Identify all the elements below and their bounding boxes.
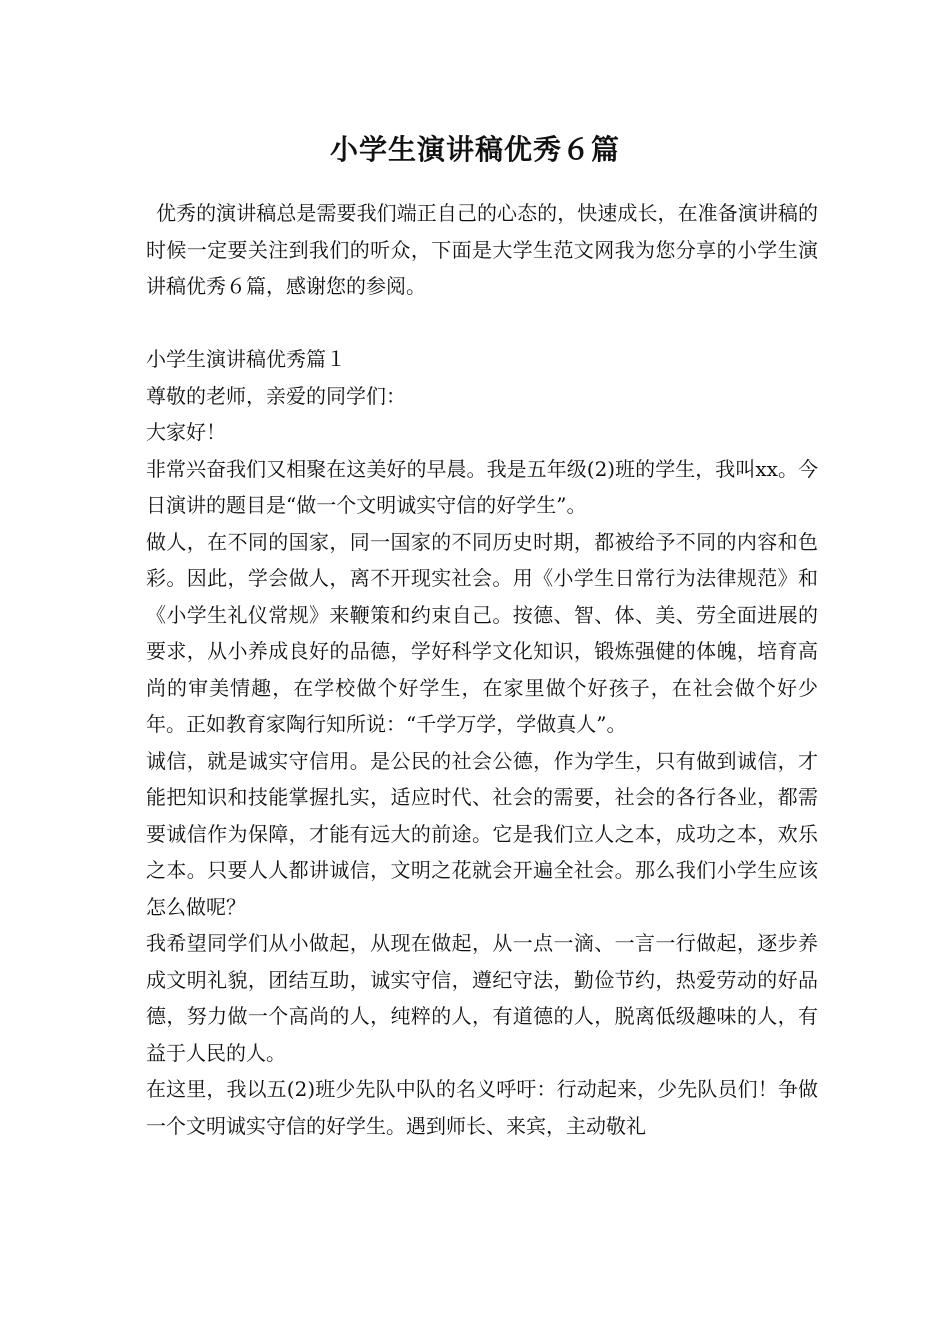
body-paragraph: 做人，在不同的国家，同一国家的不同历史时期，都被给予不同的内容和色彩。因此，学会做人，离不开现实社会。用《小学生日常行为法律规范》和《小学生礼仪常规》来鞭策和约束自己。按德、智、体、美、劳全面进展的要求，从小养成良好的品德，学好科学文化知识，锻炼强健的体魄，培育高尚的审美情趣，在学校做个好学生，在家里做个好孩子，在社会做个好少年。正如教育家陶行知所说：“千学万学，学做真人”。 [146,529,818,736]
body-paragraph: 诚信，就是诚实守信用。是公民的社会公德，作为学生，只有做到诚信，才能把知识和技能掌握扎实，适应时代、社会的需要，社会的各行各业，都需要诚信作为保障，才能有远大的前途。它是我们立人之本，成功之本，欢乐之本。只要人人都讲诚信，文明之花就会开遍全社会。那么我们小学生应该怎么做呢？ [146,748,818,919]
document-body [146,195,818,1144]
body-paragraph: 非常兴奋我们又相聚在这美好的早晨。我是五年级(2)班的学生，我叫xx。今日演讲的题目是“做一个文明诚实守信的好学生”。 [146,456,818,517]
document-title: 小学生演讲稿优秀６篇 [329,133,620,166]
body-paragraph: 在这里，我以五(2)班少先队中队的名义呼吁：行动起来，少先队员们！争做一个文明诚实守信的好学生。遇到师长、来宾，主动敬礼 [146,1077,818,1138]
body-paragraph: 我希望同学们从小做起，从现在做起，从一点一滴、一言一行做起，逐步养成文明礼貌，团结互助，诚实守信，遵纪守法，勤俭节约，热爱劳动的好品德，努力做一个高尚的人，纯粹的人，有道德的人，脱离低级趣味的人，有益于人民的人。 [146,931,818,1065]
paragraph-gap [146,305,818,342]
section-heading: 小学生演讲稿优秀篇１ [146,347,346,371]
intro-paragraph: 优秀的演讲稿总是需要我们端正自己的心态的，快速成长，在准备演讲稿的时候一定要关注到我们的听众，下面是大学生范文网我为您分享的小学生演讲稿优秀６篇，感谢您的参阅。 [146,201,818,298]
salutation: 尊敬的老师，亲爱的同学们： [146,383,406,408]
greeting: 大家好！ [146,420,226,444]
